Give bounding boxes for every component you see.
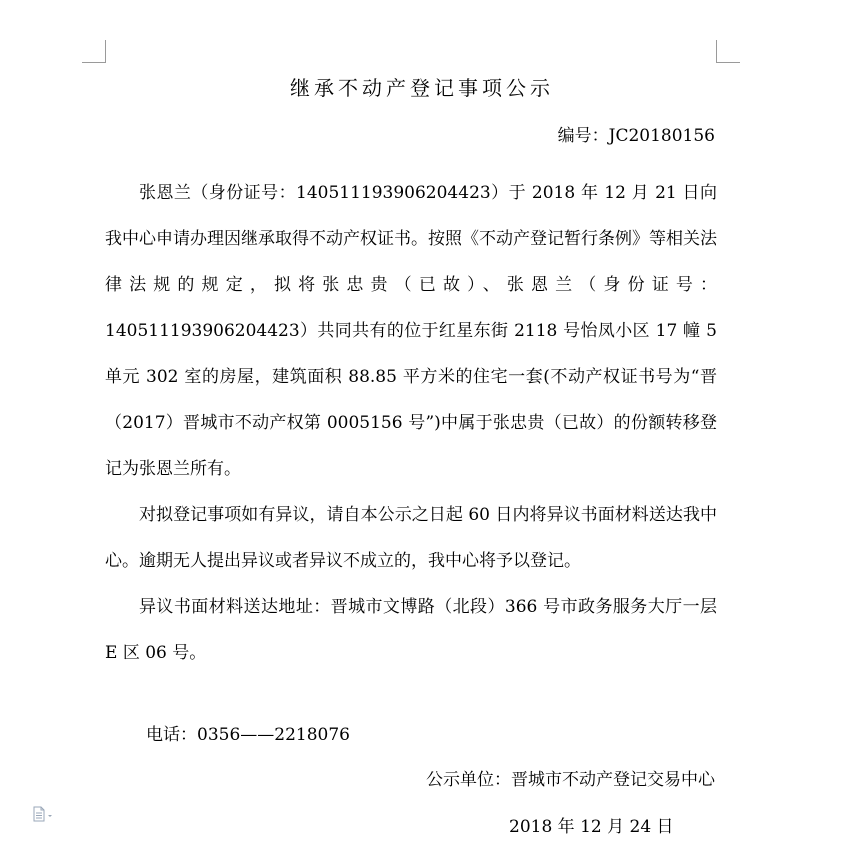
document-number: 编号：JC20180156 bbox=[557, 126, 715, 146]
document-icon[interactable] bbox=[32, 806, 54, 822]
crop-mark-top-right-v bbox=[716, 40, 717, 63]
document-title: 继承不动产登记事项公示 bbox=[290, 76, 554, 100]
date-line: 2018 年 12 月 24 日 bbox=[509, 817, 674, 837]
paragraph-objection: 对拟登记事项如有异议，请自本公示之日起 60 日内将异议书面材料送达我中心。逾期无人提出异议或者异议不成立的，我中心将予以登记。 bbox=[105, 505, 717, 571]
paragraph-address: 异议书面材料送达地址：晋城市文博路（北段）366 号市政务服务大厅一层 E 区 06 号。 bbox=[105, 597, 717, 663]
phone-line: 电话：0356——2218076 bbox=[146, 725, 350, 745]
crop-mark-top-right-h bbox=[716, 62, 740, 63]
paragraph-application: 张恩兰（身份证号：140511193906204423）于 2018 年 12 月 21 日向我中心申请办理因继承取得不动产权证书。按照《不动产登记暂行条例》等相关法律法规的规定，拟将张忠贵（已故）、张恩兰（身份证号：140511193906204423）共同共有的位于红星东街 2118 号怡凤小区 17 幢 5 单元 302 室的房屋，建筑面积 88.85 平方米的住宅一套(不动产权证书号为“晋（2017）晋城市不动产权第 0005156 号”)中属于张忠贵（已故）的份额转移登记为张恩兰所有。 bbox=[105, 183, 717, 479]
crop-mark-top-left-h bbox=[82, 62, 106, 63]
crop-mark-top-left-v bbox=[105, 40, 106, 63]
document-body bbox=[105, 170, 717, 676]
issuer-line: 公示单位：晋城市不动产登记交易中心 bbox=[426, 770, 715, 790]
